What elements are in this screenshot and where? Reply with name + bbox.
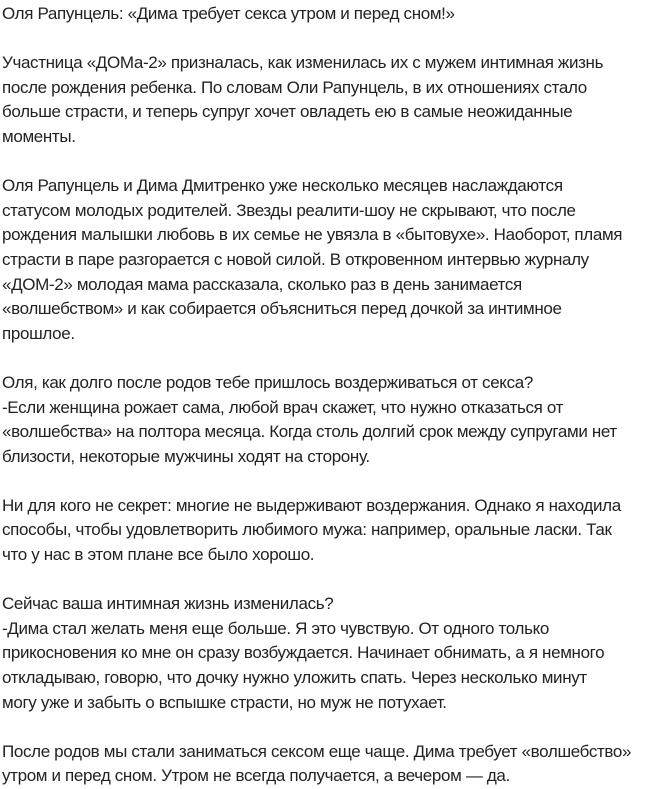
paragraph-line: -Дима стал желать меня еще больше. Я это чувствую. От одного только (2, 618, 549, 638)
paragraph-line: Участница «ДОМа-2» призналась, как изменилась их с мужем интимная жизнь (2, 53, 604, 73)
paragraph-line: «волшебством» и как собирается объясниться перед дочкой за интимное (2, 299, 562, 319)
paragraph-line: откладываю, говорю, что дочку нужно уложить спать. Через несколько минут (2, 668, 587, 688)
article-title (2, 2, 670, 27)
paragraph-line: моменты. (2, 126, 76, 146)
paragraph (2, 494, 670, 568)
paragraph-line: могу уже и забыть о вспышке страсти, но муж не потухает. (2, 692, 447, 712)
paragraph-line: способы, чтобы удовлетворить любимого мужа: например, оральные ласки. Так (2, 520, 612, 540)
paragraph (2, 51, 670, 149)
paragraph (2, 371, 670, 469)
paragraph (2, 740, 670, 789)
title-text: Оля Рапунцель: «Дима требует секса утром и перед сном!» (2, 4, 455, 23)
paragraph-line: -Если женщина рожает сама, любой врач скажет, что нужно отказаться от (2, 397, 564, 417)
paragraph-line: рождения малышки любовь в их семье не увязла в «бытовухе». Наоборот, пламя (2, 225, 623, 245)
paragraph-line: прошлое. (2, 323, 75, 343)
paragraph-line: страсти в паре разгорается с новой силой. В откровенном интервью журналу (2, 249, 589, 269)
paragraph-line: Оля, как долго после родов тебе пришлось воздерживаться от секса? (2, 372, 533, 392)
paragraph (2, 592, 670, 715)
paragraph-line: «ДОМ-2» молодая мама рассказала, сколько раз в день занимается (2, 274, 522, 294)
paragraph-line: что у нас в этом плане все было хорошо. (2, 545, 315, 565)
paragraph-line: утром и перед сном. Утром не всегда получается, а вечером — да. (2, 766, 510, 786)
paragraph-line: после рождения ребенка. По словам Оли Рапунцель, в их отношениях стало (2, 77, 587, 97)
paragraph-line: Оля Рапунцель и Дима Дмитренко уже несколько месяцев наслаждаются (2, 176, 563, 196)
paragraph-line: прикосновения ко мне он сразу возбуждается. Начинает обнимать, а я немного (2, 643, 605, 663)
paragraph-line: «волшебства» на полтора месяца. Когда столь долгий срок между супругами нет (2, 422, 617, 442)
paragraph-line: больше страсти, и теперь супруг хочет овладеть ею в самые неожиданные (2, 102, 573, 122)
paragraph-line: Сейчас ваша интимная жизнь изменилась? (2, 594, 334, 614)
article-body (2, 51, 670, 789)
paragraph-line: Ни для кого не секрет: многие не выдерживают воздержания. Однако я находила (2, 495, 621, 515)
paragraph-line: После родов мы стали заниматься сексом еще чаще. Дима требует «волшебство» (2, 741, 632, 761)
paragraph (2, 174, 670, 346)
paragraph-line: статусом молодых родителей. Звезды реалити-шоу не скрывают, что после (2, 200, 576, 220)
paragraph-line: близости, некоторые мужчины ходят на сторону. (2, 446, 370, 466)
